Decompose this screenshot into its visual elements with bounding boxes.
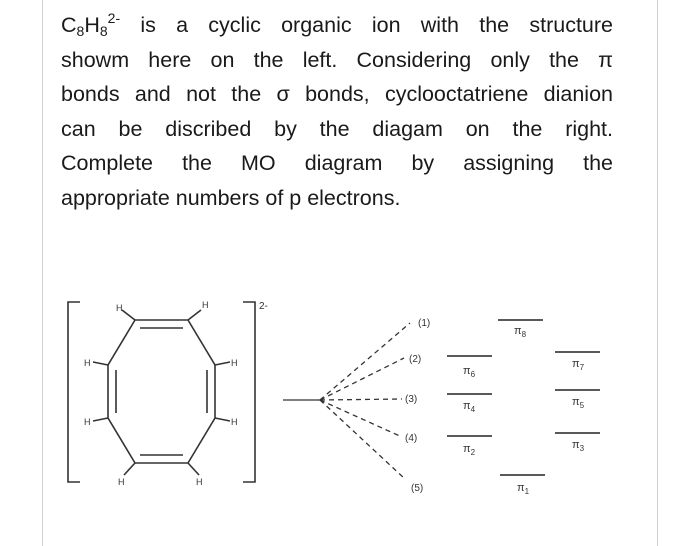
dashed-line-5: [320, 400, 405, 479]
ch-bond: [122, 310, 135, 320]
level-label-2: (2): [409, 354, 422, 365]
ring-bonds: [108, 320, 215, 463]
dashed-line-4: [320, 400, 402, 437]
orbital-label-pi1: $\pi_1$: [517, 482, 530, 496]
orbital-label-pi2: $\pi_2$: [463, 443, 476, 457]
question-line-5: Complete the MO diagram by assigning the: [61, 151, 613, 175]
diagram-figure: [0, 280, 700, 520]
orbital-label-pi4: $\pi_4$: [463, 400, 476, 414]
orbital-label-pi5: $\pi_5$: [572, 396, 585, 410]
ch-bond: [124, 463, 135, 475]
orbital-label-pi8: $\pi_8$: [514, 325, 527, 339]
molecule-structure: [68, 302, 255, 482]
ion-charge: 2-: [259, 301, 268, 312]
atom-label-h: H: [84, 417, 91, 427]
orbital-label-pi7: $\pi_7$: [572, 358, 585, 372]
ch-bond: [215, 362, 230, 365]
left-bracket: [68, 302, 80, 482]
ch-bond: [93, 362, 108, 365]
atom-label-h: H: [196, 477, 203, 487]
orbital-label-pi3: $\pi_3$: [572, 439, 585, 453]
ch-bond: [188, 463, 199, 475]
ch-bond: [93, 418, 108, 421]
level-label-4: (4): [405, 433, 418, 444]
question-line-1: $C_8H_8^{2-}$ is a cyclic organic ion with the structure: [61, 10, 613, 39]
level-label-3: (3): [405, 394, 418, 405]
question-line-3: bonds and not the σ bonds, cyclooctatriene dianion: [61, 82, 613, 106]
question-line-4: can be discribed by the diagam on the right.: [61, 116, 613, 141]
question-text: [61, 8, 613, 215]
ch-bond: [188, 310, 201, 320]
atom-label-h: H: [231, 358, 238, 368]
atom-label-h: H: [202, 300, 209, 310]
atom-label-h: H: [118, 477, 125, 487]
orbital-label-pi6: $\pi_6$: [463, 365, 476, 379]
splitting-lines: [283, 323, 410, 479]
atom-label-h: H: [231, 417, 238, 427]
dashed-line-3: [320, 399, 402, 400]
question-line-2: showm here on the left. Considering only the π: [61, 47, 613, 72]
level-label-5: (5): [411, 483, 424, 494]
right-bracket: [243, 302, 255, 482]
question-line-6: appropriate numbers of p electrons.: [61, 185, 401, 210]
ch-bond: [215, 418, 230, 421]
atom-label-h: H: [84, 358, 91, 368]
atom-label-h: H: [116, 303, 123, 313]
level-label-1: (1): [418, 318, 431, 329]
